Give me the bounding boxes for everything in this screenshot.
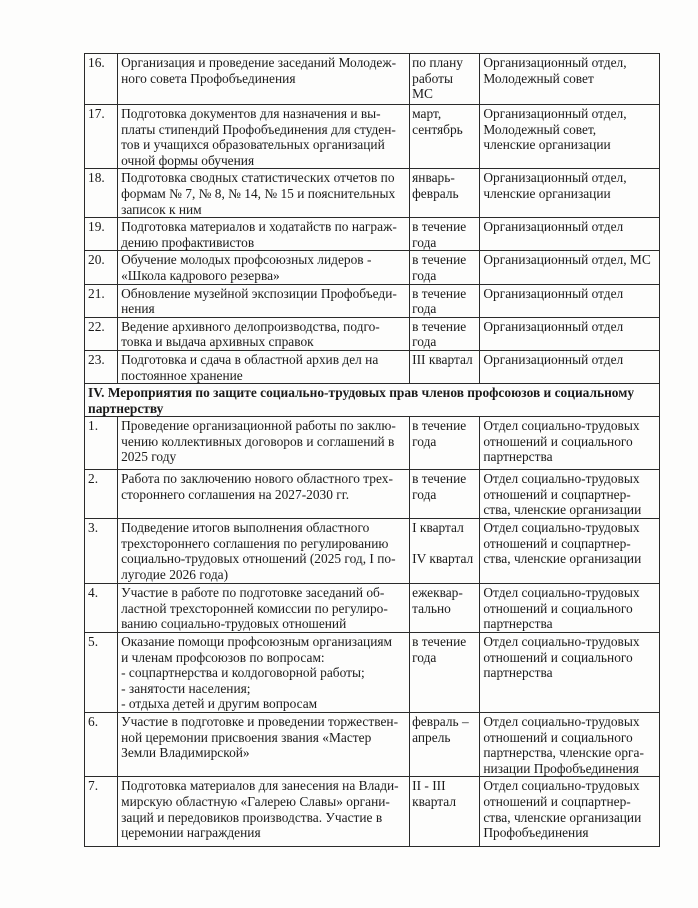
table-row bbox=[85, 251, 660, 284]
period: ежеквар- тально bbox=[410, 584, 480, 633]
table-row bbox=[85, 417, 660, 470]
table-row bbox=[85, 350, 660, 383]
activity-description: Подготовка материалов для занесения на Влади- мирскую областную «Галерею Славы» органи- заций и передовиков производства. Участие в церемонии награждения bbox=[118, 777, 410, 847]
period: февраль – апрель bbox=[410, 713, 480, 777]
period: по плану работы МС bbox=[410, 54, 480, 105]
section-row bbox=[85, 384, 660, 417]
plan-table bbox=[84, 53, 660, 847]
responsible: Организационный отдел, МС bbox=[480, 251, 660, 284]
responsible: Организационный отдел bbox=[480, 350, 660, 383]
period: январь- февраль bbox=[410, 169, 480, 218]
table-row bbox=[85, 584, 660, 633]
activity-description: Подготовка и сдача в областной архив дел на постоянное хранение bbox=[118, 350, 410, 383]
row-number: 2. bbox=[85, 470, 118, 519]
responsible: Отдел социально-трудовых отношений и соцпартнер- ства, членские организации Профобъединения bbox=[480, 777, 660, 847]
row-number: 17. bbox=[85, 105, 118, 169]
activity-description: Обновление музейной экспозиции Профобъеди- нения bbox=[118, 284, 410, 317]
responsible: Отдел социально-трудовых отношений и социального партнерства bbox=[480, 584, 660, 633]
table-row bbox=[85, 633, 660, 713]
activity-description: Подготовка сводных статистических отчетов по формам № 7, № 8, № 14, № 15 и пояснительных записок к ним bbox=[118, 169, 410, 218]
activity-description: Участие в подготовке и проведении торжествен- ной церемонии присвоения звания «Мастер Земли Владимирской» bbox=[118, 713, 410, 777]
responsible: Организационный отдел, Молодежный совет bbox=[480, 54, 660, 105]
period: в течение года bbox=[410, 470, 480, 519]
row-number: 5. bbox=[85, 633, 118, 713]
table-row bbox=[85, 284, 660, 317]
responsible: Организационный отдел, членские организации bbox=[480, 169, 660, 218]
activity-description: Подготовка документов для назначения и вы- платы стипендий Профобъединения для студен- тов и учащихся образовательных организаций очной формы обучения bbox=[118, 105, 410, 169]
row-number: 22. bbox=[85, 317, 118, 350]
table-row bbox=[85, 777, 660, 847]
period: в течение года bbox=[410, 317, 480, 350]
row-number: 16. bbox=[85, 54, 118, 105]
period: I квартал IV квартал bbox=[410, 519, 480, 584]
row-number: 20. bbox=[85, 251, 118, 284]
table-row bbox=[85, 317, 660, 350]
row-number: 4. bbox=[85, 584, 118, 633]
period: в течение года bbox=[410, 633, 480, 713]
row-number: 19. bbox=[85, 218, 118, 251]
table-row bbox=[85, 54, 660, 105]
row-number: 6. bbox=[85, 713, 118, 777]
activity-description: Участие в работе по подготовке заседаний об- ластной трехсторонней комиссии по регулиро- ванию социально-трудовых отношений bbox=[118, 584, 410, 633]
period: в течение года bbox=[410, 251, 480, 284]
responsible: Отдел социально-трудовых отношений и социального партнерства, членские орга- низации Профобъединения bbox=[480, 713, 660, 777]
activity-description: Организация и проведение заседаний Молодеж- ного совета Профобъединения bbox=[118, 54, 410, 105]
responsible: Отдел социально-трудовых отношений и соцпартнер- ства, членские организации bbox=[480, 470, 660, 519]
table-row bbox=[85, 713, 660, 777]
activity-description: Ведение архивного делопроизводства, подго- товка и выдача архивных справок bbox=[118, 317, 410, 350]
activity-description: Проведение организационной работы по заклю- чению коллективных договоров и соглашений в 2025 году bbox=[118, 417, 410, 470]
row-number: 18. bbox=[85, 169, 118, 218]
table-row bbox=[85, 470, 660, 519]
responsible: Организационный отдел, Молодежный совет, членские организации bbox=[480, 105, 660, 169]
row-number: 23. bbox=[85, 350, 118, 383]
table-row bbox=[85, 218, 660, 251]
period: в течение года bbox=[410, 218, 480, 251]
responsible: Организационный отдел bbox=[480, 284, 660, 317]
activity-description: Работа по заключению нового областного трех- стороннего соглашения на 2027-2030 гг. bbox=[118, 470, 410, 519]
table-row bbox=[85, 519, 660, 584]
responsible: Организационный отдел bbox=[480, 218, 660, 251]
row-number: 3. bbox=[85, 519, 118, 584]
period: в течение года bbox=[410, 417, 480, 470]
period: III квартал bbox=[410, 350, 480, 383]
responsible: Организационный отдел bbox=[480, 317, 660, 350]
period: март, сентябрь bbox=[410, 105, 480, 169]
row-number: 1. bbox=[85, 417, 118, 470]
period: II - III квартал bbox=[410, 777, 480, 847]
row-number: 21. bbox=[85, 284, 118, 317]
period: в течение года bbox=[410, 284, 480, 317]
responsible: Отдел социально-трудовых отношений и социального партнерства bbox=[480, 417, 660, 470]
activity-description: Оказание помощи профсоюзным организациям и членам профсоюзов по вопросам: - соцпартнерства и колдоговорной работы; - занятости населения; - отдыха детей и другим вопросам bbox=[118, 633, 410, 713]
section-heading: IV. Мероприятия по защите социально-трудовых прав членов профсоюзов и социальному партнерству bbox=[85, 384, 660, 417]
responsible: Отдел социально-трудовых отношений и соцпартнер- ства, членские организации bbox=[480, 519, 660, 584]
table-row bbox=[85, 169, 660, 218]
activity-description: Обучение молодых профсоюзных лидеров - «Школа кадрового резерва» bbox=[118, 251, 410, 284]
activity-description: Подведение итогов выполнения областного трехстороннего соглашения по регулированию социально-трудовых отношений (2025 год, I по- лугодие 2026 года) bbox=[118, 519, 410, 584]
responsible: Отдел социально-трудовых отношений и социального партнерства bbox=[480, 633, 660, 713]
row-number: 7. bbox=[85, 777, 118, 847]
activity-description: Подготовка материалов и ходатайств по награж- дению профактивистов bbox=[118, 218, 410, 251]
table-row bbox=[85, 105, 660, 169]
